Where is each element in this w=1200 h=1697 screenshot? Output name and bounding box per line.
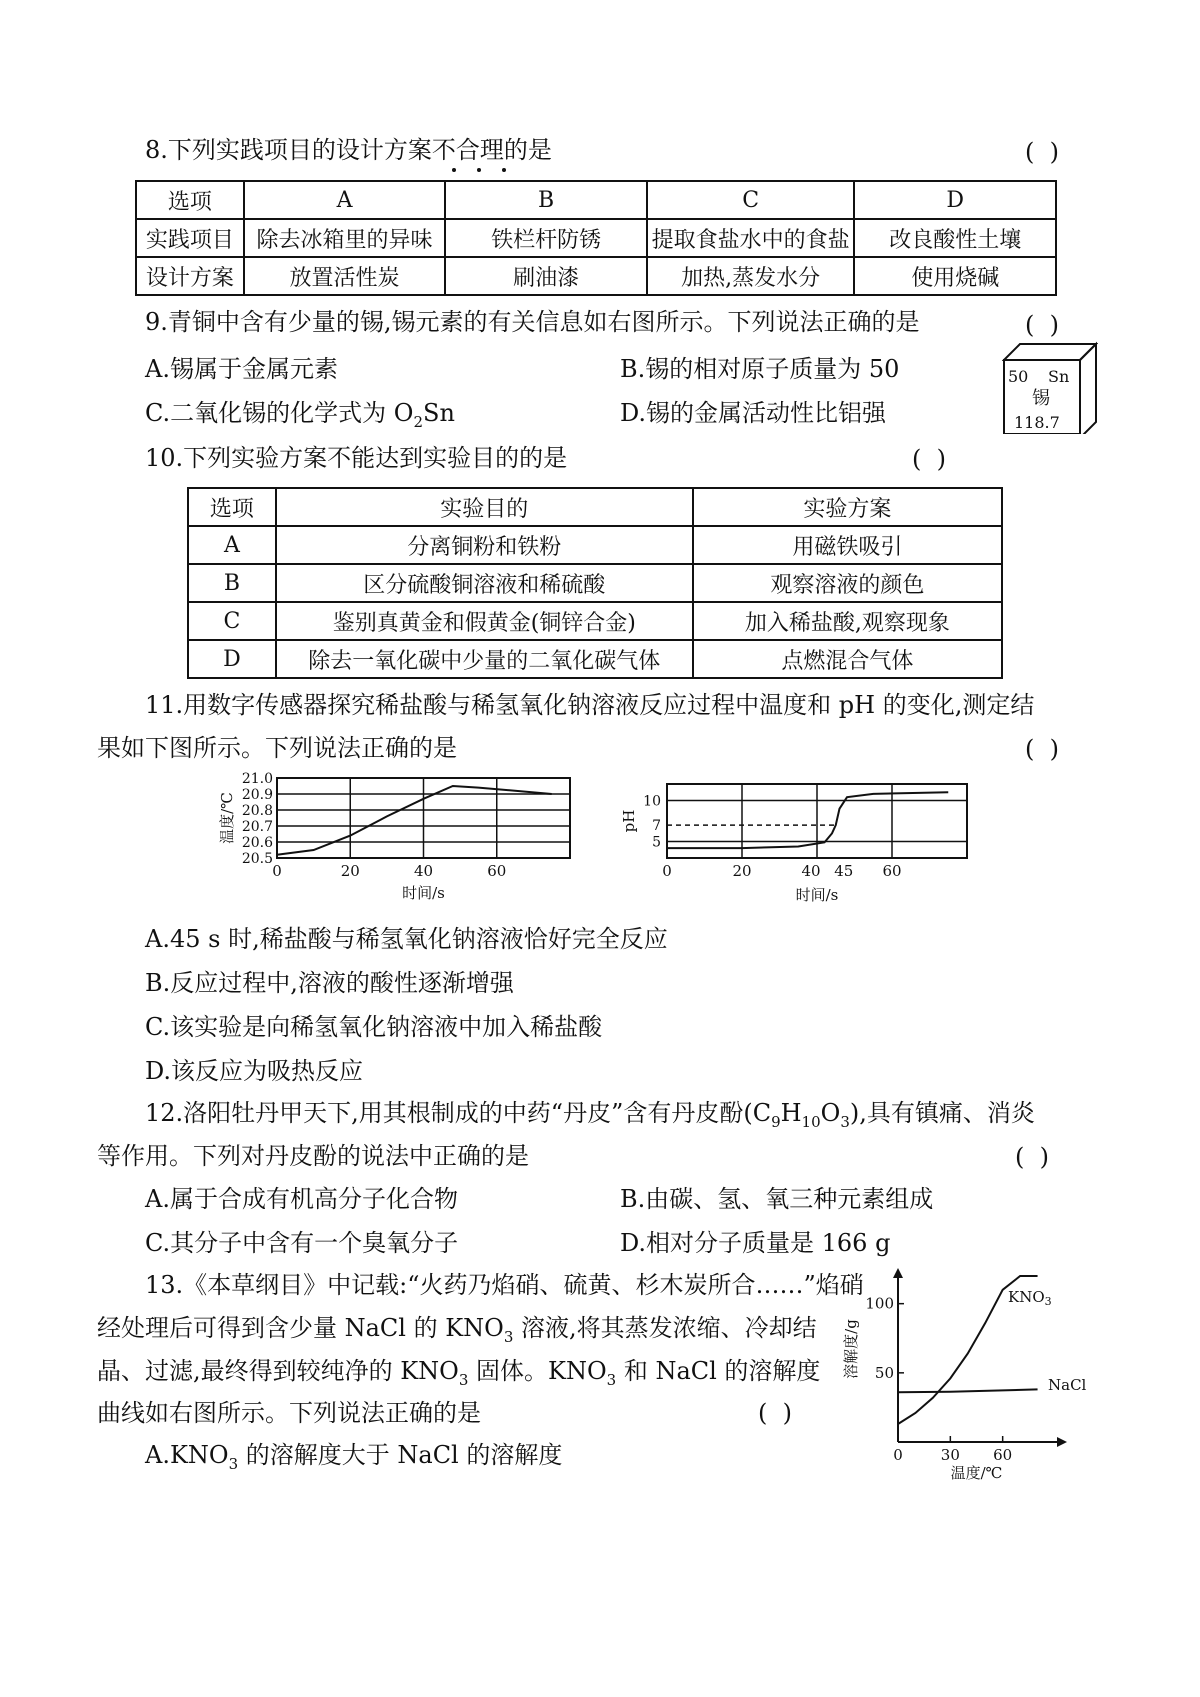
nacl-curve [898,1389,1038,1392]
x-tick-label: 0 [893,1446,903,1464]
x-tick-label: 60 [882,862,902,880]
x-tick-label: 60 [487,862,507,880]
q12-sub: 3 [840,1112,850,1131]
q8-table [135,180,1057,296]
q12-option-b[interactable]: B.由碳、氢、氧三种元素组成 [620,1185,934,1213]
q10-cell: 观察溶液的颜色 [693,564,1002,602]
x-tick-label: 0 [272,862,282,880]
q12-sub: 9 [771,1112,781,1131]
q8-cell: 实践项目 [136,219,244,257]
q13-line1: 13.《本草纲目》中记载:“火药乃焰硝、硫黄、杉木炭所合……”焰硝 [145,1271,864,1299]
q9-c-text: C.二氧化锡的化学式为 O [145,399,414,427]
element-symbol: Sn [1048,367,1070,386]
q8-cell: 刷油漆 [445,257,647,295]
q12-answer-paren[interactable]: ( ) [1015,1143,1049,1171]
q12-option-a[interactable]: A.属于合成有机高分子化合物 [145,1185,458,1213]
solubility-chart [840,1262,1090,1482]
q10-cell: A [188,526,276,564]
q9-stem: 9.青铜中含有少量的锡,锡元素的有关信息如右图所示。下列说法正确的是 [145,308,920,336]
q8-cell: 铁栏杆防锈 [445,219,647,257]
y-tick-label: 21.0 [241,771,273,787]
q11-stem-line2: 果如下图所示。下列说法正确的是 [97,734,457,762]
x-tick-label: 40 [801,862,821,880]
q8-header-cell: B [445,181,647,219]
q12-text: ),具有镇痛、消炎 [849,1099,1035,1127]
q10-table-row [188,640,1002,678]
q12-option-d[interactable]: D.相对分子质量是 166 g [620,1229,891,1257]
kno3-label: $KNO_3$ [1008,1288,1052,1308]
x-tick-label: 45 [834,862,854,880]
emphasis-dot [502,168,506,172]
q9-c-text: Sn [423,399,455,427]
q12-text: O [820,1099,841,1127]
q11-answer-paren[interactable]: ( ) [1025,735,1059,763]
q13-text: 溶液,将其蒸发浓缩、冷却结 [513,1314,817,1342]
q10-cell: B [188,564,276,602]
q8-table-row [136,257,1056,295]
ph-chart [612,770,992,910]
q8-cell: 放置活性炭 [244,257,446,295]
y-tick-label: 20.5 [241,851,273,867]
y-axis-label: 温度/℃ [218,792,236,844]
emphasis-dot [477,168,481,172]
q12-text: 12.洛阳牡丹甲天下,用其根制成的中药“丹皮”含有丹皮酚(C [145,1099,772,1127]
q10-table-row [188,602,1002,640]
q11-option-b[interactable]: B.反应过程中,溶液的酸性逐渐增强 [145,969,514,997]
q13-line3 [97,1356,821,1389]
x-tick-label: 20 [732,862,752,880]
element-mass: 118.7 [1014,413,1060,432]
y-tick-label: 20.9 [241,787,273,803]
q13-text: 和 NaCl 的溶解度 [616,1357,821,1385]
element-number: 50 [1008,367,1029,386]
q8-answer-paren[interactable]: ( ) [1025,138,1059,166]
tin-element-card [1002,338,1098,434]
q11-option-a[interactable]: A.45 s 时,稀盐酸与稀氢氧化钠溶液恰好完全反应 [145,925,668,953]
q12-stem-line1 [145,1098,1035,1131]
q13-text: 的溶解度大于 NaCl 的溶解度 [238,1441,563,1469]
q13-sub: 3 [606,1370,617,1389]
q10-header-cell: 实验目的 [276,488,693,526]
q9-option-b[interactable]: B.锡的相对原子质量为 50 [620,355,900,383]
y-tick-label: 20.7 [241,819,273,835]
q10-answer-paren[interactable]: ( ) [912,445,946,473]
nacl-label: NaCl [1048,1376,1087,1394]
q8-header-cell: C [647,181,855,219]
y-tick-label: 50 [874,1363,894,1382]
temperature-chart [212,766,592,906]
y-axis-arrow [893,1268,903,1278]
y-tick-label: 5 [652,834,661,851]
y-tick-label: 7 [652,818,661,835]
q8-cell: 除去冰箱里的异味 [244,219,446,257]
x-axis-arrow [1057,1437,1067,1447]
card-side-face [1080,344,1096,434]
y-tick-label: 20.8 [241,803,273,819]
y-axis-label: 溶解度/g [842,1319,860,1379]
q8-cell: 使用烧碱 [854,257,1056,295]
q10-table-row [188,526,1002,564]
x-tick-label: 40 [413,862,434,880]
q11-option-c[interactable]: C.该实验是向稀氢氧化钠溶液中加入稀盐酸 [145,1013,603,1041]
q12-option-c[interactable]: C.其分子中含有一个臭氧分子 [145,1229,459,1257]
q10-cell: 鉴别真黄金和假黄金(铜锌合金) [276,602,693,640]
q13-text: 固体。KNO [468,1357,607,1385]
q12-text: H [780,1099,802,1127]
x-axis-label: 温度/℃ [950,1464,1003,1482]
q10-cell: C [188,602,276,640]
temperature-series-line [277,786,552,855]
q12-stem-line2: 等作用。下列对丹皮酚的说法中正确的是 [97,1142,529,1170]
q11-stem-line1: 11.用数字传感器探究稀盐酸与稀氢氧化钠溶液反应过程中温度和 pH 的变化,测定结 [145,691,1035,719]
element-name: 锡 [1032,388,1050,409]
y-axis-label: pH [620,809,638,833]
q13-option-a[interactable] [145,1440,563,1473]
q10-cell: 区分硫酸铜溶液和稀硫酸 [276,564,693,602]
q8-table-row [136,219,1056,257]
q13-sub: 3 [503,1327,514,1346]
q9-option-d[interactable]: D.锡的金属活动性比铝强 [620,399,887,427]
q10-cell: D [188,640,276,678]
q9-option-a[interactable]: A.锡属于金属元素 [145,355,338,383]
y-tick-label: 20.6 [241,835,273,851]
q10-cell: 分离铜粉和铁粉 [276,526,693,564]
y-tick-label: 10 [643,793,661,810]
q10-table-row [188,564,1002,602]
x-tick-label: 30 [940,1446,960,1464]
q10-table-header [188,488,1002,526]
y-tick-label: 100 [865,1294,894,1313]
q10-cell: 用磁铁吸引 [693,526,1002,564]
q8-header-cell: 选项 [136,181,244,219]
x-tick-label: 60 [993,1446,1013,1464]
q8-header-cell: A [244,181,446,219]
q9-answer-paren[interactable]: ( ) [1025,311,1059,339]
q13-line4: 曲线如右图所示。下列说法正确的是 [97,1399,481,1427]
q12-sub: 10 [801,1112,821,1131]
q10-header-cell: 选项 [188,488,276,526]
q13-text: 晶、过滤,最终得到较纯净的 KNO [97,1357,459,1385]
q10-cell: 除去一氧化碳中少量的二氧化碳气体 [276,640,693,678]
x-axis-label: 时间/s [402,884,445,902]
q13-text: 经处理后可得到含少量 NaCl 的 KNO [97,1314,504,1342]
q10-stem: 10.下列实验方案不能达到实验目的的是 [145,444,568,472]
kno3-label-sub: 3 [1044,1295,1052,1308]
q10-cell: 点燃混合气体 [693,640,1002,678]
q10-header-cell: 实验方案 [693,488,1002,526]
q8-table-header [136,181,1056,219]
q8-cell: 改良酸性土壤 [854,219,1056,257]
q13-text: A.KNO [145,1441,229,1469]
q8-cell: 加热,蒸发水分 [647,257,855,295]
x-tick-label: 20 [340,862,360,880]
q13-sub: 3 [228,1454,239,1473]
q10-cell: 加入稀盐酸,观察现象 [693,602,1002,640]
q9-c-sub: 2 [413,412,423,431]
emphasis-dot [452,168,456,172]
q13-answer-paren[interactable]: ( ) [758,1399,792,1427]
q9-option-c[interactable] [145,398,455,431]
q13-sub: 3 [458,1370,469,1389]
x-tick-label: 0 [662,862,672,880]
q11-option-d[interactable]: D.该反应为吸热反应 [145,1057,364,1085]
q8-cell: 设计方案 [136,257,244,295]
q10-table [187,487,1003,679]
q8-stem: 8.下列实践项目的设计方案不合理的是 [145,136,552,164]
x-axis-label: 时间/s [795,886,839,904]
q8-header-cell: D [854,181,1056,219]
q8-cell: 提取食盐水中的食盐 [647,219,855,257]
q13-line2 [97,1313,817,1346]
